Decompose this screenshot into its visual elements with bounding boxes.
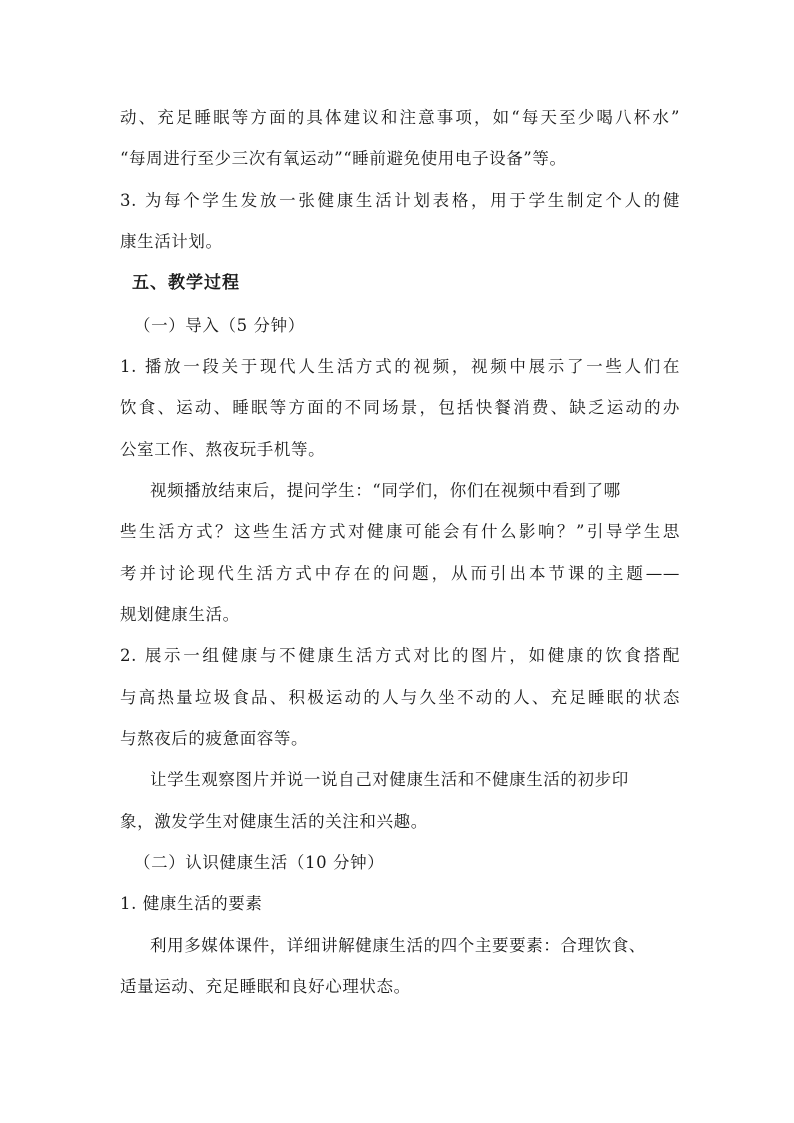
paragraph-line: 3. 为每个学生发放一张健康生活计划表格，用于学生制定个人的健	[120, 191, 680, 210]
subsection-heading: （一）导入（5 分钟）	[134, 316, 305, 335]
paragraph-line: 视频播放结束后，提问学生：“同学们，你们在视频中看到了哪	[150, 481, 621, 500]
paragraph-line: 1. 健康生活的要素	[120, 894, 263, 913]
paragraph-line: 2. 展示一组健康与不健康生活方式对比的图片，如健康的饮食搭配	[120, 646, 680, 665]
paragraph-line: 1. 播放一段关于现代人生活方式的视频，视频中展示了一些人们在	[120, 357, 680, 376]
paragraph-line: 动、充足睡眠等方面的具体建议和注意事项，如“每天至少喝八杯水”	[120, 108, 680, 127]
paragraph-line: 公室工作、熬夜玩手机等。	[120, 440, 326, 459]
subsection-heading: （二）认识健康生活（10 分钟）	[134, 853, 385, 872]
paragraph-line: 康生活计划。	[120, 232, 223, 251]
section-heading: 五、教学过程	[132, 273, 240, 293]
paragraph-line: 象，激发学生对健康生活的关注和兴趣。	[120, 812, 428, 831]
paragraph-line: 饮食、运动、睡眠等方面的不同场景，包括快餐消费、缺乏运动的办	[120, 398, 680, 417]
paragraph-line: 与高热量垃圾食品、积极运动的人与久坐不动的人、充足睡眠的状态	[120, 688, 680, 707]
paragraph-line: 与熬夜后的疲惫面容等。	[120, 729, 309, 748]
paragraph-line: 利用多媒体课件，详细讲解健康生活的四个主要要素：合理饮食、	[150, 936, 646, 955]
paragraph-line: 适量运动、充足睡眠和良好心理状态。	[120, 977, 411, 996]
paragraph-line: “每周进行至少三次有氧运动”“睡前避免使用电子设备”等。	[120, 149, 567, 168]
paragraph-line: 让学生观察图片并说一说自己对健康生活和不健康生活的初步印	[150, 770, 629, 789]
paragraph-line: 规划健康生活。	[120, 605, 240, 624]
paragraph-line: 些生活方式？这些生活方式对健康可能会有什么影响？”引导学生思	[120, 522, 680, 541]
paragraph-line: 考并讨论现代生活方式中存在的问题，从而引出本节课的主题——	[120, 564, 680, 583]
